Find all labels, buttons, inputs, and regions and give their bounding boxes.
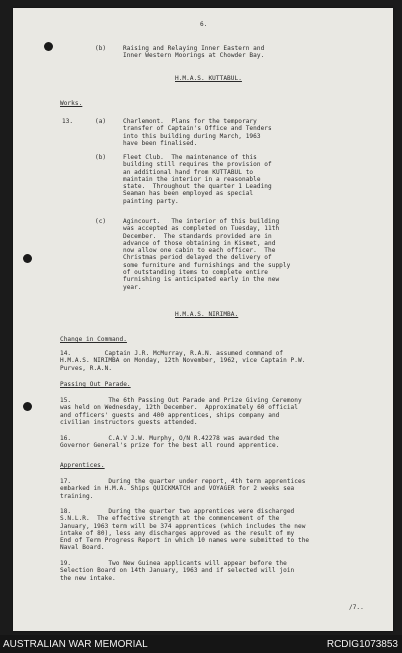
item13-number: 13. <box>62 118 74 125</box>
change-in-command-heading: Change in Command. <box>60 336 127 343</box>
paragraph-17: 17. During the quarter under report, 4th term apprentices embarked in H.M.A. Ships QUICKMATCH and VOYAGER for 2 weeks sea training. <box>60 478 306 500</box>
document-page <box>13 8 393 631</box>
apprentices-heading: Apprentices. <box>60 462 105 469</box>
footer-record-id: RCDIG1073853 <box>326 639 398 650</box>
archive-footer <box>0 635 402 653</box>
item-b-top-text: Raising and Relaying Inner Eastern and Inner Western Moorings at Chowder Bay. <box>123 45 265 60</box>
continuation-marker: /7.. <box>349 604 364 611</box>
punch-hole-top <box>44 42 53 51</box>
item-b-text: Fleet Club. The maintenance of this building still requires the provision of an additional hand from KUTTABUL to maintain the interior in a reasonable state. Throughout the quarter 1 Leading Seaman has been employed as special painting party. <box>123 154 272 205</box>
item-c-label: (c) <box>95 218 107 225</box>
paragraph-14: 14. Captain J.R. McMurray, R.A.N. assumed command of H.M.A.S. NIRIMBA on Monday, 12th November, 1962, vice Captain P.W. Purves, R.A.N. <box>60 350 306 372</box>
punch-hole-lower <box>23 402 32 411</box>
passing-out-parade-heading: Passing Out Parade. <box>60 381 131 388</box>
works-heading: Works. <box>60 100 83 107</box>
item-a-label: (a) <box>95 118 107 125</box>
item-a-text: Charlemont. Plans for the temporary transfer of Captain's Office and Tenders into this building during March, 1963 have been finalised. <box>123 118 272 147</box>
paragraph-16: 16. C.A.V J.W. Murphy, O/N R.42278 was awarded the Governor General's prize for the best all round apprentice. <box>60 435 280 450</box>
nirimba-heading: H.M.A.S. NIRIMBA. <box>175 311 239 318</box>
kuttabul-heading: H.M.A.S. KUTTABUL. <box>175 75 242 82</box>
page-number: 6. <box>200 21 208 28</box>
item-c-text: Agincourt. The interior of this building was accepted as completed on Tuesday, 11th December. The standards provided are in advance of those obtaining in Kismet, and now allow one cabin to each officer. The Christmas period delayed the delivery of some furniture and furnishings and the supply of outstanding items to complete entire furnishing is anticipated early in the new year. <box>123 218 291 291</box>
paragraph-15: 15. The 6th Passing Out Parade and Prize Giving Ceremony was held on Wednesday, 12th December. Approximately 60 official and officers' guests and 400 apprentices, ships company and civilian instructors guests attended. <box>60 397 302 426</box>
item-b-top-label: (b) <box>95 45 107 52</box>
paragraph-18: 18. During the quarter two apprentices were discharged S.N.L.R. The effective strength at the commencement of the January, 1963 term will be 374 apprentices (which includes the new intake of 80), less any discharges approved as the result of my End of Term Progress Report in which 10 names were submitted to the Naval Board. <box>60 508 310 552</box>
punch-hole-middle <box>23 254 32 263</box>
paragraph-19: 19. Two New Guinea applicants will appear before the Selection Board on 14th January, 1963 and if selected will join the new intake. <box>60 560 295 582</box>
item-b-label: (b) <box>95 154 107 161</box>
footer-institution: AUSTRALIAN WAR MEMORIAL <box>3 639 148 650</box>
